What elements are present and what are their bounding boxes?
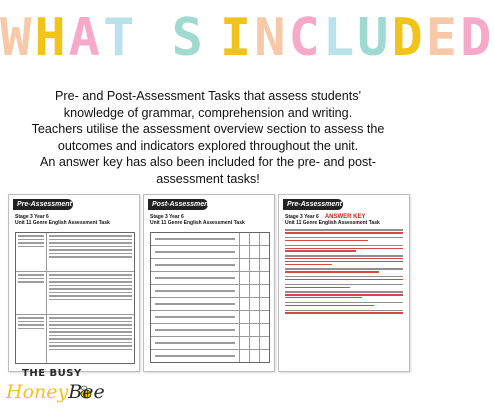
stage-text: Stage 3 Year 6 (285, 214, 319, 220)
description-line: Teachers utilise the assessment overview section to assess the (31, 122, 385, 137)
stage-label: Stage 3 Year 6 (150, 214, 184, 220)
logo-line1: THE BUSY (22, 368, 82, 379)
page-banner: Post-Assessment (148, 199, 208, 210)
heading-letter: N (254, 8, 289, 68)
heading-letter: U (357, 8, 392, 68)
description-line: assessment tasks! (156, 171, 260, 186)
unit-label: Unit 11 Genre English Assessment Task (285, 220, 380, 226)
brand-logo (4, 366, 105, 414)
unit-label: Unit 11 Genre English Assessment Task (150, 220, 245, 226)
heading-letter: L (322, 8, 358, 68)
page-heading (0, 8, 494, 68)
questions-table (150, 232, 270, 363)
page-banner: Pre-Assessment (13, 199, 73, 210)
heading-letter: I (219, 8, 255, 68)
answer-key-preview (278, 194, 410, 372)
description-line: An answer key has also been included for the pre- and post- (39, 155, 377, 170)
description (22, 88, 394, 188)
answer-list (285, 228, 403, 317)
heading-letter: D (460, 8, 494, 68)
unit-label: Unit 11 Genre English Assessment Task (15, 220, 110, 226)
stage-label: Stage 3 Year 6 (15, 214, 49, 220)
heading-letter: C (288, 8, 323, 68)
description-line: knowledge of grammar, comprehension and writing. (63, 105, 353, 120)
logo-word-honey: Honey (6, 381, 69, 403)
page-banner: Pre-Assessment (283, 199, 343, 210)
heading-letter (206, 8, 220, 68)
heading-letter: H (34, 8, 69, 68)
heading-letter: T (102, 8, 138, 68)
description-line: outcomes and indicators explored throughout the unit. (57, 138, 359, 153)
outcomes-table (15, 232, 135, 364)
heading-letter: E (425, 8, 461, 68)
post-assessment-preview (143, 194, 275, 372)
heading-letter: W (0, 8, 35, 68)
pre-assessment-preview (8, 194, 140, 372)
heading-letter: ' (137, 8, 172, 68)
heading-letter: D (391, 8, 426, 68)
answer-key-label: ANSWER KEY (324, 214, 366, 220)
heading-letter: S (171, 8, 206, 68)
worksheet-previews (0, 194, 416, 394)
logo-wordmark (6, 381, 105, 403)
logo-word-bee: Bee (68, 381, 105, 403)
heading-letter: A (68, 8, 103, 68)
description-line: Pre- and Post-Assessment Tasks that assess students' (55, 89, 361, 103)
